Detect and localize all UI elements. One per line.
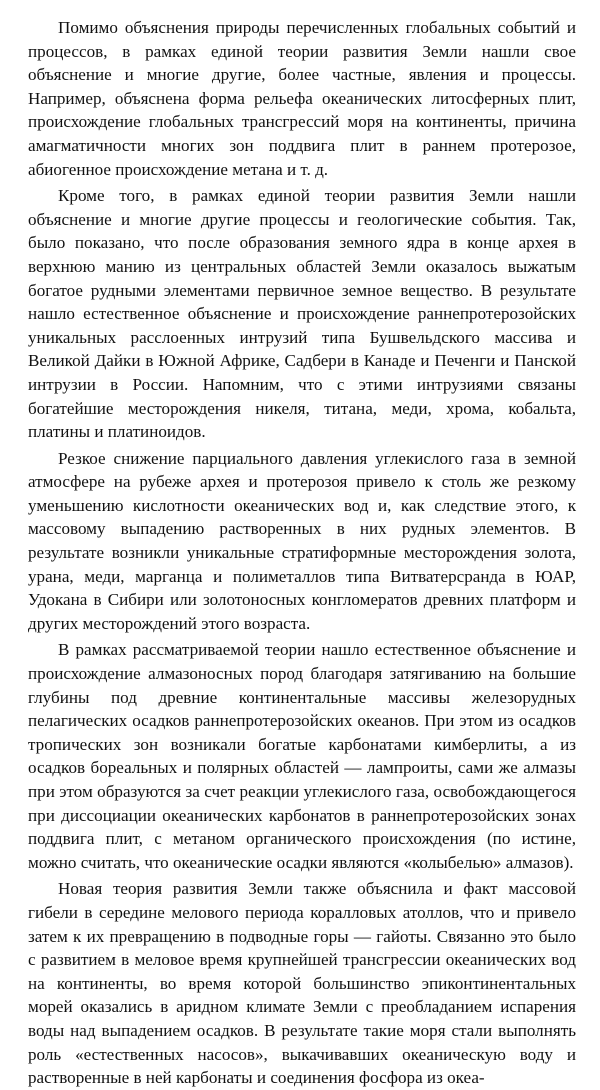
paragraph: Помимо объяснения природы перечисленных глобальных событий и процессов, в рамках единой теории развития Земли нашли свое объяснение и многие другие, более частные, явления и процессы. Например, объяснена форма рельефа океанических литосферных плит, происхождение глобальных трансгрессий моря на континенты, причина амагматичности многих зон поддвига плит в раннем протерозое, абиогенное происхождение метана и т. д. xyxy=(28,18,576,179)
paragraph: Кроме того, в рамках единой теории развития Земли нашли объяснение и многие другие процессы и геологические события. Так, было показано, что после образования земного ядра в конце архея в верхнюю манию из центральных областей Земли оказалось выжатым богатое рудными элементами первичное земное вещество. В результате нашло естественное объяснение и происхождение раннепротерозойских уникальных расслоенных интрузий типа Бушвельдского массива и Великой Дайки в Южной Африке, Садбери в Канаде и Печенги и Панской интрузии в России. Напомним, что с этими интрузиями связаны богатейшие месторождения никеля, титана, меди, хрома, кобальта, платины и платиноидов. xyxy=(28,186,576,442)
paragraph: В рамках рассматриваемой теории нашло естественное объяснение и происхождение алмазоносных пород благодаря затягиванию на большие глубины под древние континентальные массивы железорудных пелагических осадков раннепротерозойских океанов. При этом из осадков тропических зон возникали богатые карбонатами кимберлиты, а из осадков бореальных и полярных областей — лампроиты, сами же алмазы при этом образуются за счет реакции углекислого газа, освобождающегося при диссоциации океанических карбонатов в раннепротерозойских зонах поддвига плит, с метаном органического происхождения (по истине, можно считать, что океанические осадки являются «колыбелью» алмазов). xyxy=(28,640,576,872)
paragraph: Новая теория развития Земли также объяснила и факт массовой гибели в середине мелового периода коралловых атоллов, что и привело затем к их превращению в подводные горы — гайоты. Связанно это было с развитием в меловое время крупнейшей трансгрессии океанических вод на континенты, во время которой большинство эпиконтинентальных морей оказались в аридном климате Земли с преобладанием испарения воды над выпадением осадков. В результате такие моря стали выполнять роль «естественных насосов», выкачивавших океаническую воду и растворенные в ней карбонаты и соединения фосфора из океа- xyxy=(28,879,576,1088)
paragraph: Резкое снижение парциального давления углекислого газа в земной атмосфере на рубеже архея и протерозоя привело к столь же резкому уменьшению кислотности океанических вод и, как следствие этого, к массовому выпадению растворенных в них рудных элементов. В результате возникли уникальные стратиформные месторождения золота, урана, меди, марганца и полиметаллов типа Витватерсранда в ЮАР, Удокана в Сибири или золотоносных конгломератов древних платформ и других месторождений этого возраста. xyxy=(28,448,576,633)
